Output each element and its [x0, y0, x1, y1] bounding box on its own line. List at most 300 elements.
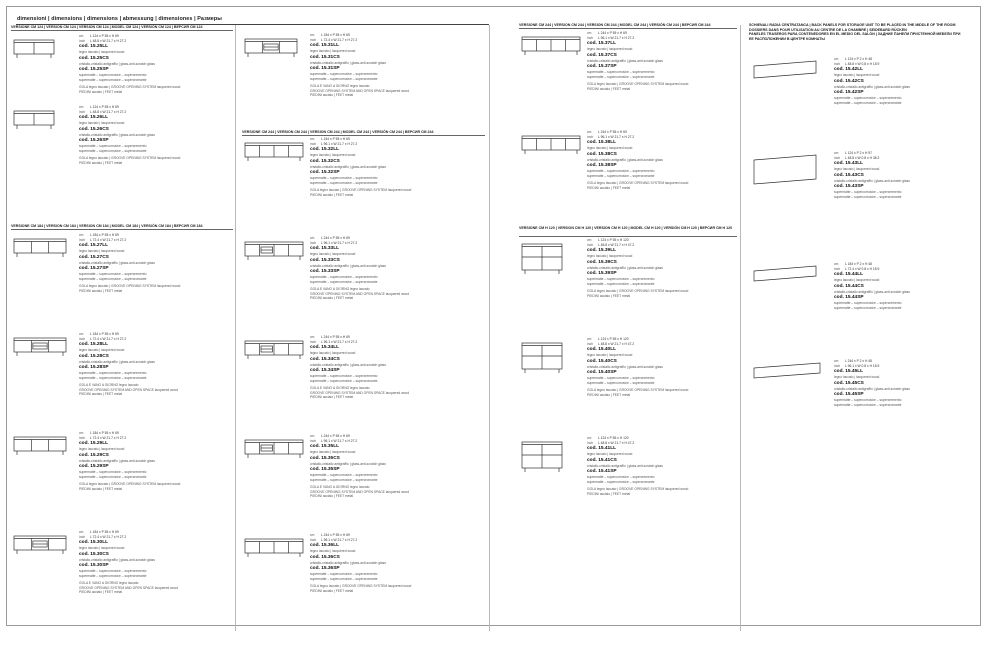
feet-note: PIEDINI acciaio | FEET metal [79, 89, 123, 94]
product-specs [79, 332, 229, 397]
product-card [519, 238, 734, 328]
finish-note: supermatte – supercorrosive – supercremento [587, 475, 655, 479]
unit-label-cm: cm [310, 137, 315, 141]
dimensions-cm: L 124 x P 2 x H 48 [845, 57, 872, 61]
sideboard-illustration [522, 136, 592, 170]
product-specs [310, 236, 460, 301]
finish-note: supermatte – supercorrosive – supercromante [587, 479, 655, 484]
product-code: cod. 15.38CS [587, 151, 617, 157]
finish-note: cristallo-cristallo antigraffio | glass-anti-scratch glass [587, 265, 663, 270]
dimensions-inch-row [587, 243, 737, 248]
section-heading-cm244: VERSIONE CM 244 | VERSION CM 244 | VERSION CM 244 | MODEL CM 244 | VERSIÓN CM 244 | ВЕРСИЯ СМ 244 [242, 130, 434, 134]
product-code: cod. 15.35CS [310, 455, 340, 461]
dimensions-inch-row [834, 364, 984, 369]
panels-heading-line: DOSSIERS DANS POUR UTILISATION AU CENTRE DE LA CHAMBRE | SEIDEBARD RÜCKEN [749, 27, 907, 32]
sideboard-illustration [245, 341, 315, 375]
finish-note: supermatte – supercorrosive – supercromante [310, 576, 378, 581]
finish-note: legno laccato | lacquered wood [310, 351, 356, 355]
finish-note: supermatte – supercorrosive – supercromante [79, 375, 147, 380]
product-code: cod. 15.38LL [587, 140, 617, 145]
product-code: cod. 15.25CS [79, 55, 109, 61]
panel-card [754, 57, 987, 157]
opening-note: GOLA E VANO A GIORNO legno laccato [79, 581, 139, 585]
unit-label-cm: cm [310, 533, 315, 537]
finish-note: supermatte – supercorrosive – supercremento [310, 72, 378, 76]
sideboard-illustration [522, 244, 592, 278]
product-card [11, 332, 226, 422]
product-code: cod. 15.43SP [834, 184, 864, 189]
product-code: cod. 15.39LL [587, 248, 617, 253]
sideboard-drawing [245, 440, 303, 458]
opening-note: GOLA E VANO A GIORNO legno laccato [79, 383, 139, 387]
unit-label-inch: inch [310, 141, 317, 146]
unit-label-cm: cm [310, 236, 315, 240]
unit-label-inch: inch [834, 363, 841, 368]
dimensions-inch-row [587, 342, 737, 347]
column-divider [740, 25, 741, 631]
product-code: cod. 15.30LL [79, 540, 109, 545]
finish-note: cristallo-cristallo antigraffio | glass-anti-scratch glass [310, 164, 386, 169]
product-code: cod. 15.42SP [834, 90, 864, 95]
finish-note: legno laccato | lacquered wood [834, 278, 880, 282]
finish-note: supermatte – supercorrosive – supercremento [587, 169, 655, 173]
finish-note: cristallo-cristallo antigraffio | glass-anti-scratch glass [834, 178, 910, 183]
panels-heading-line: PANELES TRASEROS PARA CONTENEDORES EN EL MEDIO DEL SALÓN | ЗАДНИЕ ПАНЕЛИ ПРИСТЕННОЙ МЕБЕЛИ ПРИ [749, 32, 961, 37]
finish-note: supermatte – supercorrosive – supercromante [834, 100, 902, 105]
dimensions-inch-row [587, 135, 737, 140]
product-code: cod. 15.36CS [310, 554, 340, 560]
dimensions-inch-row [310, 241, 460, 246]
finish-note: cristallo-cristallo antigraffio | glass-anti-scratch glass [834, 84, 910, 89]
opening-note: GOLA legno laccato | GROOVE OPENING SYSTEM lacquered wood [79, 284, 181, 288]
product-code: cod. 15.25LL [79, 44, 109, 49]
dimensions-inch: L 48.8 x W 21.7 x H 47.2 [598, 341, 635, 346]
unit-label-inch: inch [310, 339, 317, 344]
product-code: cod. 15.29SP [79, 464, 109, 469]
product-card [11, 105, 226, 195]
product-card [519, 436, 734, 526]
sideboard-drawing [245, 539, 303, 557]
unit-label-inch: inch [310, 240, 317, 245]
panel-card [754, 359, 987, 459]
sideboard-illustration [14, 239, 84, 273]
product-specs [310, 137, 460, 197]
product-code: cod. 15.29LL [79, 441, 109, 446]
opening-note: GOLA E VANO A GIORNO legno laccato [310, 287, 370, 291]
dimensions-cm: L 244 x P 55 x H 69 [598, 31, 627, 35]
sideboard-illustration [14, 111, 84, 145]
sideboard-illustration [522, 37, 592, 71]
dimensions-inch-row [587, 36, 737, 41]
finish-note: supermatte – supercorrosive – supercromante [79, 276, 147, 281]
sideboard-drawing [14, 239, 66, 257]
unit-label-inch: inch [587, 440, 594, 445]
unit-label-inch: inch [79, 534, 86, 539]
finish-note: legno laccato | lacquered wood [834, 73, 880, 77]
product-card [242, 236, 457, 326]
dimensions-inch: L 96.1 x W 21.7 x H 27.2 [598, 134, 635, 139]
sideboard-illustration [14, 40, 84, 74]
finish-note: supermatte – supercorrosive – supercremento [79, 470, 147, 474]
finish-note: legno laccato | lacquered wood [310, 153, 356, 157]
sideboard-illustration [14, 437, 84, 471]
finish-note: supermatte – supercorrosive – supercremento [79, 371, 147, 375]
dimensions-cm: L 244 x P 55 x H 69 [321, 236, 350, 240]
product-code: cod. 15.39SP [587, 271, 617, 276]
product-code: cod. 15.35LL [310, 444, 340, 449]
dimensions-inch: L 96.1 x W 21.7 x H 27.2 [321, 537, 358, 542]
finish-note: supermatte – supercorrosive – supercromante [310, 378, 378, 383]
catalog-sheet [6, 6, 981, 626]
panel-card [754, 262, 987, 362]
finish-note: supermatte – supercorrosive – supercromante [79, 474, 147, 479]
unit-label-cm: cm [79, 332, 84, 336]
unit-label-inch: inch [79, 38, 86, 43]
section-heading-cm124: VERSIONE CM 124 | VERSION CM 124 | VERSION CM 124 | MODEL CM 124 | VERSIÓN CM 124 | ВЕРСИЯ СМ 124 [11, 25, 203, 29]
product-code: cod. 15.32LL [310, 147, 340, 152]
sideboard-drawing [522, 136, 580, 154]
unit-label-inch: inch [79, 435, 86, 440]
finish-note: supermatte – supercorrosive – supercremento [834, 301, 902, 305]
unit-label-cm: cm [79, 530, 84, 534]
dimensions-inch: L 48.8 x W 21.7 x H 27.2 [90, 38, 127, 43]
sideboard-drawing [14, 111, 54, 129]
product-code: cod. 15.41LL [587, 446, 617, 451]
sideboard-drawing [522, 244, 562, 274]
section-heading-cm184: VERSIONE CM 184 | VERSION CM 184 | VERSION CM 184 | MODEL CM 184 | VERSIÓN CM 184 | ВЕРСИЯ СМ 184 [11, 224, 203, 228]
dimensions-cm: L 244 x P 2 x H 48 [845, 359, 872, 363]
product-code: cod. 15.44SP [834, 295, 864, 300]
dimensions-cm: L 184 x P 55 x H 69 [90, 530, 119, 534]
feet-note: PIEDINI acciaio | FEET metal [310, 93, 354, 97]
unit-label-cm: cm [834, 359, 839, 363]
product-code: cod. 15.38SP [587, 163, 617, 168]
finish-note: supermatte – supercorrosive – supercromante [834, 194, 902, 199]
opening-note: GOLA legno laccato | GROOVE OPENING SYSTEM lacquered wood [79, 482, 181, 486]
back-panel-illustration [754, 57, 830, 97]
dimensions-inch: L 72.4 x W 21.7 x H 27.2 [90, 534, 127, 539]
sideboard-illustration [245, 143, 315, 177]
sideboard-drawing [245, 341, 303, 359]
product-code: cod. 15.30CS [79, 551, 109, 557]
product-code: cod. 15.26LL [79, 115, 109, 120]
dimensions-inch: L 96.1 x W 21.7 x H 27.2 [321, 240, 358, 245]
product-specs [587, 337, 737, 397]
sideboard-drawing [14, 338, 66, 356]
dimensions-inch: L 48.8 x W 0.8 x H 18.9 [845, 61, 880, 66]
finish-note: cristallo-cristallo antigraffio | glass-anti-scratch glass [587, 157, 663, 162]
finish-note: supermatte – supercorrosive – supercromante [587, 173, 655, 178]
section-divider [11, 229, 233, 230]
dimensions-cm: L 124 x P 55 x H 69 [90, 105, 119, 109]
unit-label-cm: cm [79, 431, 84, 435]
finish-note: supermatte – supercorrosive – supercremento [79, 272, 147, 276]
product-code: cod. 15.45LL [834, 369, 864, 374]
finish-note: supermatte – supercorrosive – supercromante [310, 477, 378, 482]
product-specs [79, 233, 229, 293]
finish-note: supermatte – supercorrosive – supercromante [310, 180, 378, 185]
product-code: cod. 15.40LL [587, 347, 617, 352]
product-code: cod. 15.37LL [587, 41, 617, 46]
finish-note: supermatte – supercorrosive – supercromante [79, 573, 147, 578]
feet-note: PIEDINI acciaio | FEET metal [310, 395, 354, 399]
sideboard-drawing [14, 536, 66, 554]
unit-label-cm: cm [587, 130, 592, 134]
dimensions-inch-row [79, 238, 229, 243]
product-code: cod. 15.25SP [79, 67, 109, 72]
finish-note: cristallo-cristallo antigraffio | glass-anti-scratch glass [310, 461, 386, 466]
dimensions-inch-row [310, 38, 460, 43]
product-specs [587, 31, 737, 91]
product-card [242, 434, 457, 524]
finish-note: supermatte – supercorrosive – supercremento [310, 176, 378, 180]
sideboard-illustration [245, 242, 315, 276]
product-code: cod. 15.40CS [587, 358, 617, 364]
section-heading-cm244b: VERSIONE CM 244 | VERSION CM 244 | VERSION CM 244 | MODEL CM 244 | VERSIÓN CM 244 | ВЕРСИЯ СМ 244 [519, 23, 711, 27]
unit-label-inch: inch [79, 237, 86, 242]
unit-label-cm: cm [834, 151, 839, 155]
product-code: cod. 15.26SP [79, 138, 109, 143]
product-code: cod. 15.37SP [587, 64, 617, 69]
panel-specs [834, 57, 984, 105]
section-divider [519, 236, 737, 237]
panels-heading-line: ЕЕ РАСПОЛОЖЕНИИ В ЦЕНТРЕ КОМНАТЫ [749, 36, 825, 41]
finish-note: supermatte – supercorrosive – supercremento [79, 73, 147, 77]
finish-note: cristallo-cristallo antigraffio | glass-anti-scratch glass [310, 60, 386, 65]
feet-note: PIEDINI acciaio | FEET metal [310, 494, 354, 498]
sideboard-illustration [522, 442, 592, 476]
finish-note: legno laccato | lacquered wood [310, 549, 356, 553]
product-code: cod. 15.33SP [310, 269, 340, 274]
sideboard-drawing [14, 40, 54, 58]
feet-note: PIEDINI acciaio | FEET metal [79, 590, 123, 594]
dimensions-cm: L 184 x P 2 x H 48 [845, 262, 872, 266]
panels-heading-line: SCHIENALI RADIA CENTRATANCA | BACK PANELS FOR STORAGE UNIT TO BE PLACED IN THE MIDDLE OF THE ROOM [749, 23, 956, 27]
product-card [242, 533, 457, 623]
product-specs [310, 434, 460, 499]
sideboard-illustration [14, 536, 84, 570]
feet-note: PIEDINI acciaio | FEET metal [587, 293, 631, 298]
dimensions-inch-row [587, 441, 737, 446]
finish-note: legno laccato | lacquered wood [79, 546, 125, 550]
finish-note: supermatte – supercorrosive – supercromante [834, 402, 902, 407]
dimensions-inch: L 72.4 x W 0.8 x H 18.9 [845, 266, 880, 271]
finish-note: cristallo-cristallo antigraffio | glass-anti-scratch glass [834, 386, 910, 391]
product-code: cod. 15.33CS [310, 257, 340, 263]
feet-note: PIEDINI acciaio | FEET metal [587, 86, 631, 91]
finish-note: supermatte – supercorrosive – supercremento [834, 398, 902, 402]
product-code: cod. 15.42LL [834, 67, 864, 72]
unit-label-inch: inch [587, 134, 594, 139]
dimensions-inch: L 72.4 x W 21.7 x H 27.2 [90, 237, 127, 242]
finish-note: supermatte – supercorrosive – supercremento [587, 277, 655, 281]
sideboard-drawing [522, 442, 562, 472]
finish-note: legno laccato | lacquered wood [79, 249, 125, 253]
finish-note: supermatte – supercorrosive – supercromante [587, 281, 655, 286]
product-code: cod. 15.34LL [310, 345, 340, 350]
opening-note: GOLA legno laccato | GROOVE OPENING SYSTEM lacquered wood [79, 156, 181, 160]
page-title: dimensioni | dimensions | dimensions | abmessung | dimensiones | Размеры [17, 16, 223, 22]
sideboard-drawing [245, 39, 297, 57]
sideboard-illustration [522, 343, 592, 377]
product-specs [79, 431, 229, 491]
opening-note: GROOVE OPENING SYSTEM AND OPEN SPACE lacquered wood [310, 88, 410, 93]
dimensions-inch: L 96.1 x W 21.7 x H 27.2 [321, 141, 358, 146]
unit-label-inch: inch [310, 37, 317, 42]
unit-label-inch: inch [587, 242, 594, 247]
feet-note: PIEDINI acciaio | FEET metal [310, 588, 354, 593]
dimensions-inch-row [79, 337, 229, 342]
dimensions-inch-row [79, 436, 229, 441]
finish-note: supermatte – supercorrosive – supercremento [310, 572, 378, 576]
product-specs [310, 533, 460, 593]
product-specs [587, 436, 737, 496]
sideboard-drawing [522, 37, 580, 55]
product-code: cod. 15.28LL [79, 342, 109, 347]
sideboard-drawing [245, 242, 303, 260]
panel-specs [834, 151, 984, 199]
dimensions-cm: L 244 x P 55 x H 69 [321, 533, 350, 537]
product-code: cod. 15.44CS [834, 283, 864, 289]
product-code: cod. 15.27CS [79, 254, 109, 260]
dimensions-inch-row [834, 62, 984, 67]
unit-label-inch: inch [310, 438, 317, 443]
finish-note: legno laccato | lacquered wood [834, 375, 880, 379]
unit-label-inch: inch [834, 61, 841, 66]
dimensions-inch-row [79, 39, 229, 44]
finish-note: legno laccato | lacquered wood [834, 167, 880, 171]
product-code: cod. 15.28CS [79, 353, 109, 359]
finish-note: legno laccato | lacquered wood [310, 450, 356, 454]
back-panel-illustration [754, 359, 830, 399]
unit-label-inch: inch [587, 341, 594, 346]
product-code: cod. 15.45SP [834, 392, 864, 397]
unit-label-inch: inch [310, 537, 317, 542]
dimensions-inch: L 48.8 x W 21.7 x H 47.2 [598, 440, 635, 445]
opening-note: GROOVE OPENING SYSTEM AND OPEN SPACE lacquered wood [310, 291, 410, 296]
product-code: cod. 15.32SP [310, 170, 340, 175]
dimensions-cm: L 124 x P 55 x H 120 [598, 238, 629, 242]
product-code: cod. 15.43CS [834, 172, 864, 178]
dimensions-inch: L 96.1 x W 21.7 x H 27.2 [321, 438, 358, 443]
product-code: cod. 15.39CS [587, 259, 617, 265]
opening-note: GOLA legno laccato | GROOVE OPENING SYSTEM lacquered wood [587, 388, 689, 392]
feet-note: PIEDINI acciaio | FEET metal [79, 160, 123, 165]
product-card [519, 31, 734, 121]
finish-note: legno laccato | lacquered wood [587, 254, 633, 258]
product-code: cod. 15.34SP [310, 368, 340, 373]
dimensions-inch: L 72.4 x W 21.7 x H 27.2 [90, 435, 127, 440]
finish-note: supermatte – supercorrosive – supercremento [587, 376, 655, 380]
finish-note: supermatte – supercorrosive – supercremento [834, 190, 902, 194]
finish-note: legno laccato | lacquered wood [79, 348, 125, 352]
finish-note: supermatte – supercorrosive – supercromante [310, 76, 378, 81]
column-divider [235, 25, 236, 631]
finish-note: legno laccato | lacquered wood [587, 47, 633, 51]
opening-note: GROOVE OPENING SYSTEM AND OPEN SPACE lacquered wood [310, 489, 410, 494]
product-card [242, 335, 457, 425]
finish-note: supermatte – supercorrosive – supercromante [79, 148, 147, 153]
panel-specs [834, 262, 984, 310]
section-heading-panels [749, 23, 960, 41]
product-card [519, 130, 734, 220]
product-card [11, 530, 226, 620]
opening-note: GROOVE OPENING SYSTEM AND OPEN SPACE lacquered wood [310, 390, 410, 395]
dimensions-cm: L 184 x P 55 x H 69 [90, 332, 119, 336]
unit-label-cm: cm [310, 33, 315, 37]
dimensions-inch-row [834, 267, 984, 272]
unit-label-inch: inch [79, 336, 86, 341]
opening-note: GOLA legno laccato | GROOVE OPENING SYSTEM lacquered wood [310, 188, 412, 192]
feet-note: PIEDINI acciaio | FEET metal [79, 288, 123, 293]
finish-note: legno laccato | lacquered wood [79, 121, 125, 125]
product-specs [79, 105, 229, 165]
feet-note: PIEDINI acciaio | FEET metal [79, 486, 123, 491]
sideboard-illustration [245, 440, 315, 474]
product-code: cod. 15.32CS [310, 158, 340, 164]
finish-note: supermatte – supercorrosive – supercremento [834, 96, 902, 100]
section-heading-h120 [519, 226, 732, 231]
finish-note: legno laccato | lacquered wood [79, 50, 125, 54]
opening-note: GOLA E VANO A GIORNO legno laccato [310, 386, 370, 390]
finish-note: cristallo-cristallo antigraffio | glass-anti-scratch glass [79, 61, 155, 66]
product-code: cod. 15.27SP [79, 266, 109, 271]
opening-note: GOLA E VANO A GIORNO legno laccato [310, 485, 370, 489]
dimensions-inch-row [79, 110, 229, 115]
finish-note: supermatte – supercorrosive – supercremento [310, 374, 378, 378]
finish-note: cristallo-cristallo antigraffio | glass-anti-scratch glass [587, 58, 663, 63]
feet-note: PIEDINI acciaio | FEET metal [310, 296, 354, 300]
sideboard-drawing [245, 143, 303, 161]
opening-note: GOLA legno laccato | GROOVE OPENING SYSTEM lacquered wood [587, 82, 689, 86]
product-code: cod. 15.43LL [834, 161, 864, 166]
dimensions-inch-row [834, 156, 984, 161]
unit-label-cm: cm [79, 34, 84, 38]
dimensions-cm: L 244 x P 55 x H 69 [321, 434, 350, 438]
unit-label-cm: cm [834, 262, 839, 266]
unit-label-inch: inch [834, 266, 841, 271]
dimensions-inch-row [310, 340, 460, 345]
section-divider [519, 28, 737, 29]
dimensions-inch: L 48.8 x W 21.7 x H 27.2 [90, 109, 127, 114]
dimensions-inch-row [310, 439, 460, 444]
feet-note: PIEDINI acciaio | FEET metal [310, 192, 354, 197]
section-divider [242, 135, 485, 136]
opening-note: GROOVE OPENING SYSTEM AND OPEN SPACE lacquered wood [79, 387, 179, 392]
product-code: cod. 15.31SP [310, 66, 340, 71]
product-card [242, 33, 457, 123]
sideboard-illustration [245, 39, 315, 73]
product-code: cod. 15.35SP [310, 467, 340, 472]
product-code: cod. 15.36LL [310, 543, 340, 548]
finish-note: legno laccato | lacquered wood [310, 49, 356, 53]
dimensions-cm: L 124 x P 55 x H 120 [598, 337, 629, 341]
finish-note: supermatte – supercorrosive – supercremento [310, 473, 378, 477]
opening-note: GOLA legno laccato | GROOVE OPENING SYSTEM lacquered wood [79, 85, 181, 89]
finish-note: legno laccato | lacquered wood [587, 452, 633, 456]
product-code: cod. 15.40SP [587, 370, 617, 375]
product-code: cod. 15.30SP [79, 563, 109, 568]
finish-note: cristallo-cristallo antigraffio | glass-anti-scratch glass [79, 458, 155, 463]
dimensions-cm: L 244 x P 55 x H 69 [598, 130, 627, 134]
dimensions-cm: L 244 x P 55 x H 69 [321, 137, 350, 141]
product-code: cod. 15.37CS [587, 52, 617, 58]
product-code: cod. 15.45CS [834, 380, 864, 386]
back-panel-illustration [754, 151, 830, 191]
unit-label-inch: inch [79, 109, 86, 114]
finish-note: legno laccato | lacquered wood [587, 353, 633, 357]
sideboard-illustration [245, 539, 315, 573]
